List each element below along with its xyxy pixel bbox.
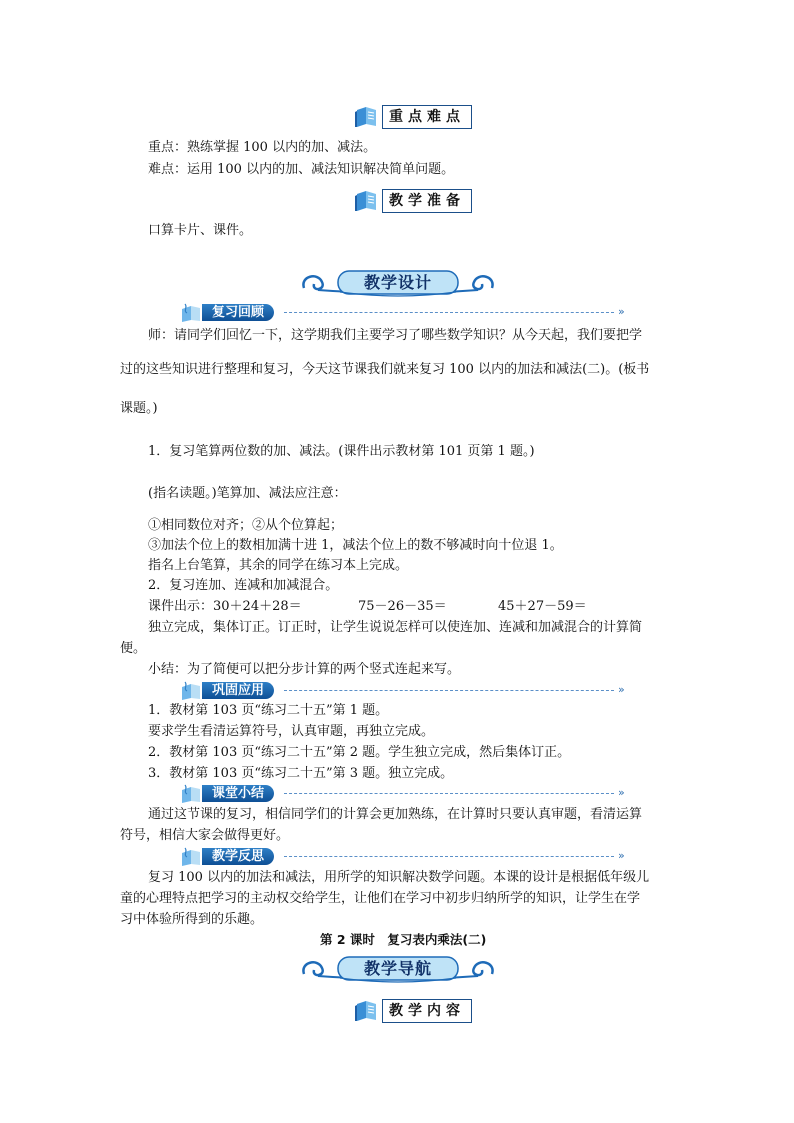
content-label: 教学内容 [382, 999, 472, 1023]
key-point-line: 重点：熟练掌握 100 以内的加、减法。 [148, 140, 377, 155]
review-section-tab [180, 303, 700, 323]
practice-section-label: 巩固应用 [202, 682, 274, 699]
lesson-title: 第 2 课时 复习表内乘法(二) [320, 932, 487, 947]
practice-line: 要求学生看清运算符号，认真审题，再独立完成。 [148, 724, 435, 739]
difficulty-line: 难点：运用 100 以内的加、减法知识解决简单问题。 [148, 162, 455, 177]
summary-section-tab [180, 784, 700, 804]
double-arrow-icon: » [618, 305, 625, 318]
reflection-line: 习中体验所得到的乐趣。 [120, 912, 264, 927]
content-header [354, 998, 472, 1024]
preparation-header [354, 188, 472, 214]
practice-line: 3．教材第 103 页“练习二十五”第 3 题。独立完成。 [148, 766, 454, 781]
design-banner [298, 266, 498, 300]
book-icon [180, 681, 204, 701]
review-paragraph-line: 过的这些知识进行整理和复习，今天这节课我们就来复习 100 以内的加法和减法(二)。(板书 [120, 362, 650, 377]
book-icon [354, 190, 380, 212]
practice-line: 2．教材第 103 页“练习二十五”第 2 题。学生独立完成，然后集体订正。 [148, 745, 571, 760]
reflection-section-label: 教学反思 [202, 848, 274, 865]
review-correct-line: 独立完成，集体订正。订正时，让学生说说怎样可以使连加、连减和加减混合的计算简 [148, 620, 643, 635]
review-brief: 小结：为了简便可以把分步计算的两个竖式连起来写。 [148, 662, 461, 677]
review-note: (指名读题。)笔算加、减法应注意： [148, 486, 347, 501]
reflection-section-tab [180, 847, 700, 867]
review-paragraph-line: 师：请同学们回忆一下，这学期我们主要学习了哪些数学知识？从今天起，我们要把学 [148, 328, 643, 343]
key-points-label: 重点难点 [382, 105, 472, 129]
design-banner-title: 教学设计 [363, 273, 432, 292]
reflection-line: 复习 100 以内的加法和减法，用所学的知识解决数学问题。本课的设计是根据低年级儿 [148, 870, 650, 885]
review-board: 指名上台笔算，其余的同学在练习本上完成。 [148, 558, 409, 573]
book-icon [180, 847, 204, 867]
preparation-label: 教学准备 [382, 189, 472, 213]
navigation-banner [298, 952, 498, 986]
double-arrow-icon: » [618, 849, 625, 862]
expression: 45＋27－59＝ [498, 599, 587, 614]
double-arrow-icon: » [618, 786, 625, 799]
book-icon [180, 303, 204, 323]
key-points-header [354, 104, 472, 130]
practice-line: 1．教材第 103 页“练习二十五”第 1 题。 [148, 703, 389, 718]
summary-line: 符号，相信大家会做得更好。 [120, 828, 290, 843]
double-arrow-icon: » [618, 683, 625, 696]
review-item-2: 2．复习连加、连减和加减混合。 [148, 578, 339, 593]
expression: 课件出示：30＋24＋28＝ [148, 599, 302, 614]
book-icon [354, 106, 380, 128]
review-paragraph-line: 课题。) [120, 401, 158, 416]
preparation-text: 口算卡片、课件。 [148, 223, 253, 238]
practice-section-tab [180, 681, 700, 701]
review-section-label: 复习回顾 [202, 304, 274, 321]
book-icon [354, 1000, 380, 1022]
navigation-banner-title: 教学导航 [363, 959, 432, 978]
review-rule: ①相同数位对齐；②从个位算起； [148, 518, 344, 533]
book-icon [180, 784, 204, 804]
reflection-line: 童的心理特点把学习的主动权交给学生，让他们在学习中初步归纳所学的知识，让学生在学 [120, 891, 641, 906]
review-correct-line: 便。 [120, 641, 147, 656]
summary-line: 通过这节课的复习，相信同学们的计算会更加熟练，在计算时只要认真审题，看清运算 [148, 807, 643, 822]
review-item-1: 1．复习笔算两位数的加、减法。(课件出示教材第 101 页第 1 题。) [148, 444, 535, 459]
summary-section-label: 课堂小结 [202, 785, 274, 802]
review-rule: ③加法个位上的数相加满十进 1，减法个位上的数不够减时向十位退 1。 [148, 538, 563, 553]
expression: 75－26－35＝ [358, 599, 447, 614]
